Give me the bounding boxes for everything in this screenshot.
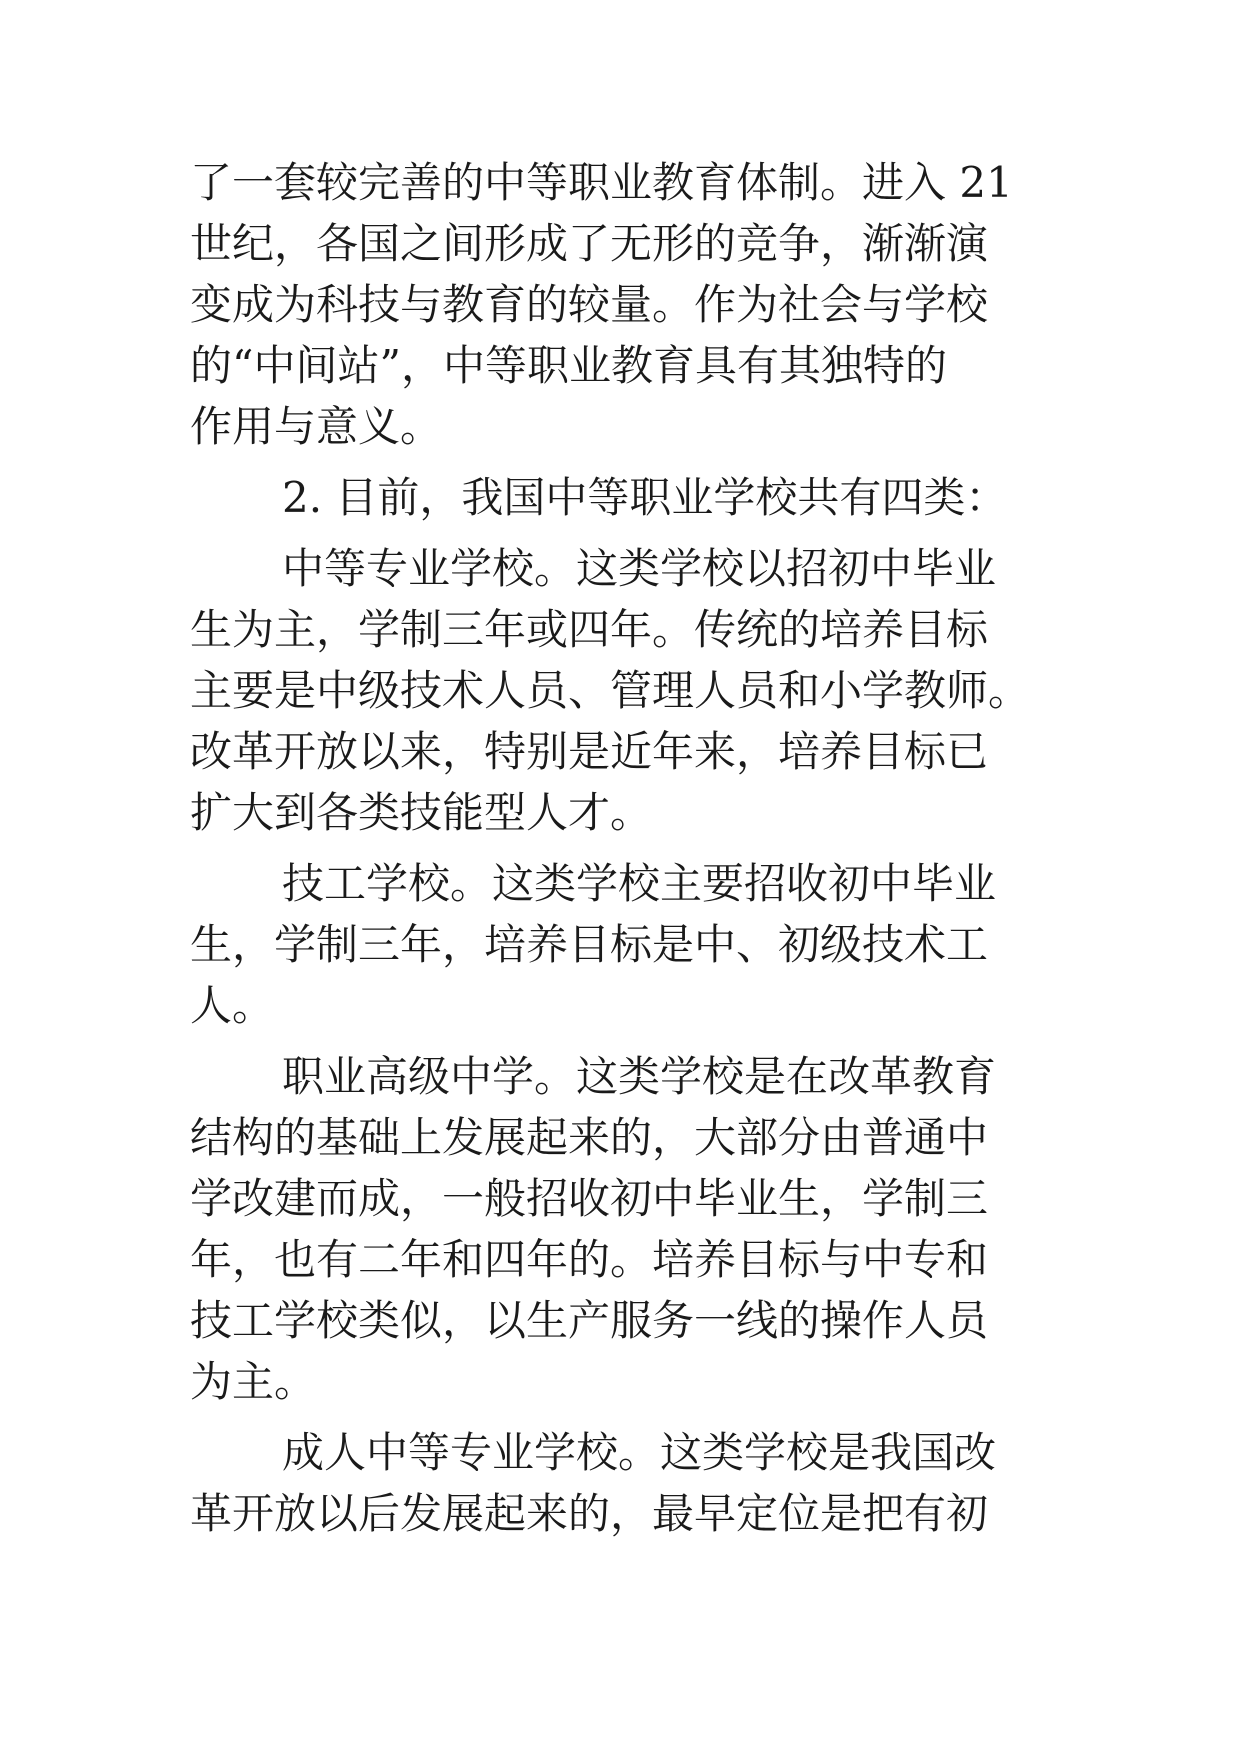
text-line: 2. 目前，我国中等职业学校共有四类： [282, 473, 1008, 522]
text-line: 结构的基础上发展起来的，大部分由普通中 [190, 1113, 989, 1162]
paragraph-4 [190, 853, 1050, 1036]
text-line: 技工学校类似，以生产服务一线的操作人员 [190, 1296, 989, 1345]
text-line: 成人中等专业学校。这类学校是我国改 [282, 1428, 997, 1477]
text-line: 改革开放以来，特别是近年来，培养目标已 [190, 727, 989, 776]
text-line: 中等专业学校。这类学校以招初中毕业 [282, 544, 997, 593]
paragraph-6 [190, 1422, 1050, 1544]
text-line: 世纪，各国之间形成了无形的竞争，渐渐演 [190, 219, 989, 268]
text-line: 了一套较完善的中等职业教育体制。进入 21 [190, 158, 1013, 207]
document-body [190, 152, 1050, 1544]
text-line: 变成为科技与教育的较量。作为社会与学校 [190, 280, 989, 329]
text-line: 人。 [190, 981, 275, 1030]
paragraph-1 [190, 152, 1050, 457]
text-line: 扩大到各类技能型人才。 [190, 788, 653, 837]
paragraph-3 [190, 538, 1050, 843]
text-line: 为主。 [190, 1357, 317, 1406]
text-line: 作用与意义。 [190, 402, 443, 451]
text-line: 生为主，学制三年或四年。传统的培养目标 [190, 605, 989, 654]
text-line: 年，也有二年和四年的。培养目标与中专和 [190, 1235, 989, 1284]
paragraph-5 [190, 1046, 1050, 1412]
paragraph-2 [190, 467, 1050, 528]
text-line: 生，学制三年，培养目标是中、初级技术工 [190, 920, 989, 969]
text-line: 的“中间站”，中等职业教育具有其独特的 [190, 341, 947, 390]
text-line: 革开放以后发展起来的，最早定位是把有初 [190, 1489, 989, 1538]
text-line: 技工学校。这类学校主要招收初中毕业 [282, 859, 997, 908]
text-line: 主要是中级技术人员、管理人员和小学教师。 [190, 666, 1031, 715]
text-line: 职业高级中学。这类学校是在改革教育 [282, 1052, 997, 1101]
text-line: 学改建而成，一般招收初中毕业生，学制三 [190, 1174, 989, 1223]
